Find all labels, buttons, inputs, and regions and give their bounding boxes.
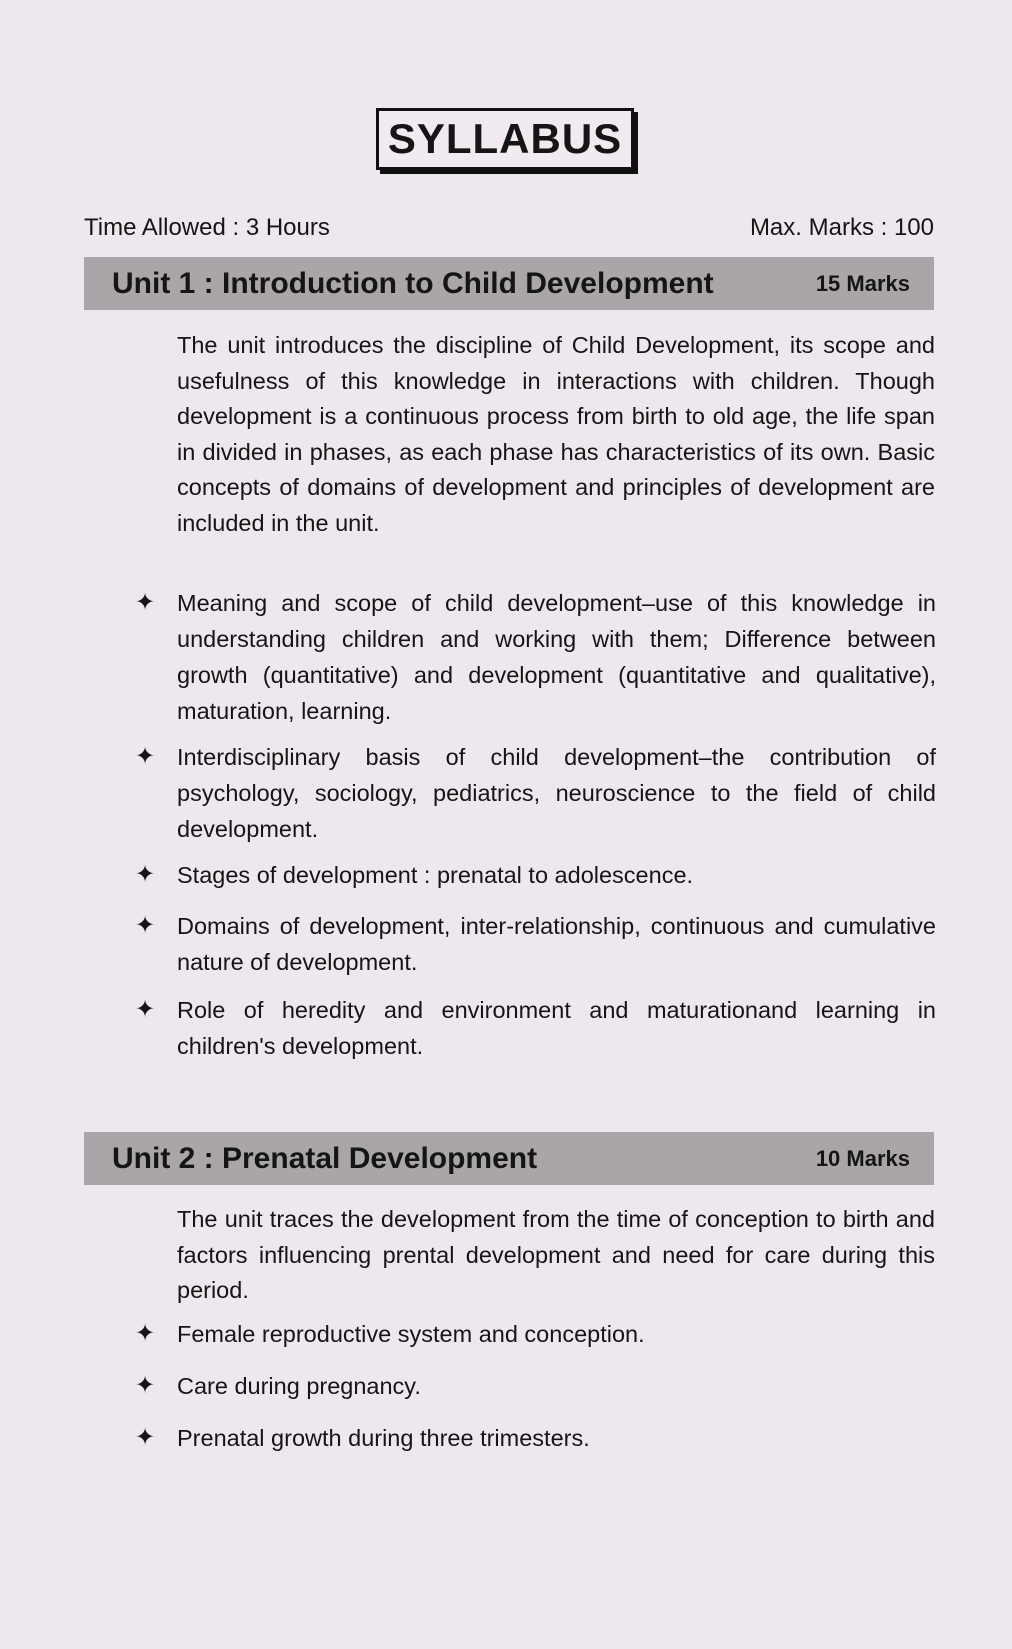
unit-1-marks: 15 Marks (815, 270, 910, 296)
unit-2-title: Unit 2 : Prenatal Development (112, 1141, 538, 1175)
four-point-star-icon: ✦ (134, 743, 156, 770)
four-point-star-icon: ✦ (134, 1372, 156, 1399)
list-item: ✦ Care during pregnancy. (130, 1368, 936, 1404)
unit-2-marks: 10 Marks (815, 1145, 910, 1171)
unit-2-topics (130, 1316, 936, 1456)
unit-2-description: The unit traces the development from the time of conception to birth and factors influencing prental development and need for care during this period. (177, 1206, 935, 1303)
list-item: ✦ Meaning and scope of child development–use of this knowledge in understanding children and working with them; Difference between growth (quantitative) and development (quantitative and qualitative), maturation, learning. (130, 585, 936, 729)
four-point-star-icon: ✦ (134, 589, 156, 616)
time-allowed: Time Allowed : 3 Hours (84, 214, 330, 241)
four-point-star-icon: ✦ (134, 996, 156, 1023)
unit-1-title: Unit 1 : Introduction to Child Development (112, 266, 714, 300)
page-title: SYLLABUS (376, 108, 634, 170)
list-item: ✦ Stages of development : prenatal to adolescence. (130, 857, 936, 893)
four-point-star-icon: ✦ (134, 912, 156, 939)
unit-1-topics (130, 585, 936, 1064)
unit-2-header (84, 1132, 934, 1185)
list-item: ✦ Role of heredity and environment and maturationand learning in children's development. (130, 992, 936, 1064)
exam-meta (84, 214, 934, 242)
list-item: ✦ Prenatal growth during three trimesters. (130, 1420, 936, 1456)
list-item: ✦ Domains of development, inter-relationship, continuous and cumulative nature of development. (130, 908, 936, 980)
list-item: ✦ Female reproductive system and conception. (130, 1316, 936, 1352)
unit-1-header (84, 257, 934, 310)
four-point-star-icon: ✦ (134, 1424, 156, 1451)
unit-1-description: The unit introduces the discipline of Child Development, its scope and usefulness of this knowledge in interactions with children. Though development is a continuous process from birth to old age, the life span in divided in phases, as each phase has characteristics of its own. Basic concepts of domains of development and principles of development are included in the unit. (177, 332, 935, 536)
max-marks: Max. Marks : 100 (749, 214, 934, 241)
four-point-star-icon: ✦ (134, 861, 156, 888)
four-point-star-icon: ✦ (134, 1320, 156, 1347)
list-item: ✦ Interdisciplinary basis of child development–the contribution of psychology, sociology, pediatrics, neuroscience to the field of child development. (130, 739, 936, 847)
